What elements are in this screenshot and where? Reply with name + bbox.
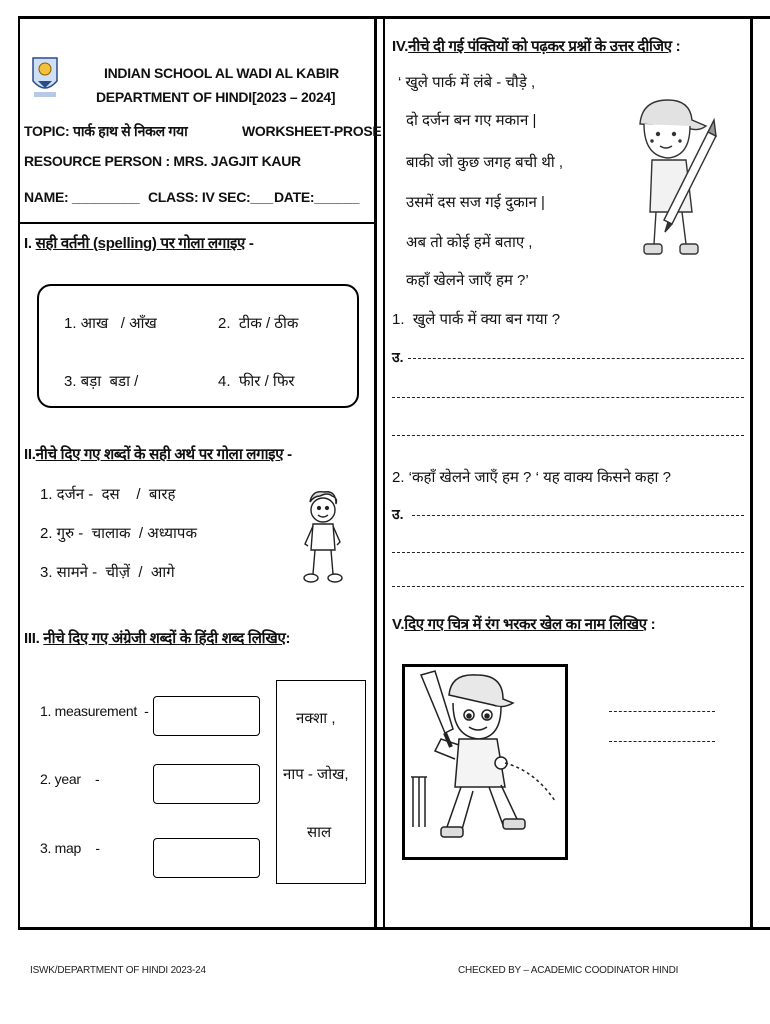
resource-person: RESOURCE PERSON : MRS. JAGJIT KAUR [24, 153, 301, 169]
bottom-border [18, 927, 770, 930]
date-field[interactable]: DATE:______ [274, 189, 360, 205]
spelling-item-1[interactable]: 1. आख / आँख [64, 315, 157, 332]
english-word-2: 2. year - [40, 771, 100, 787]
cartoon-boy-illustration [298, 488, 346, 588]
game-name-line-2[interactable] [609, 741, 715, 742]
section1-heading: I. सही वर्तनी (spelling) पर गोला लगाइए - [24, 235, 254, 252]
answer-2-line-1[interactable] [412, 515, 744, 516]
column-divider [374, 16, 377, 930]
answer-1-label: उ. [392, 349, 404, 365]
academic-year: [2023 – 2024] [252, 89, 336, 105]
answer-2-label: उ. [392, 506, 404, 522]
word-bank-item-1: नक्शा , [296, 710, 336, 727]
answer-1-line-3[interactable] [392, 435, 744, 436]
english-word-1: 1. measurement - [40, 703, 149, 719]
answer-1-line-2[interactable] [392, 397, 744, 398]
footer-left: ISWK/DEPARTMENT OF HINDI 2023-24 [30, 965, 206, 976]
game-name-line-1[interactable] [609, 711, 715, 712]
left-border [18, 16, 20, 930]
poem-line-1: ‘ खुले पार्क में लंबे - चौड़े , [398, 74, 536, 91]
question-1: 1. खुले पार्क में क्या बन गया ? [392, 311, 561, 328]
section5-heading: V.दिए गए चित्र में रंग भरकर खेल का नाम लिखिए : [392, 616, 656, 633]
header-separator [18, 222, 374, 224]
topic-label: TOPIC: पार्क हाथ से निकल गया [24, 123, 188, 139]
answer-2-line-3[interactable] [392, 586, 744, 587]
answer-box-1[interactable] [153, 696, 260, 736]
poem-line-5: अब तो कोई हमें बताए , [406, 234, 533, 251]
meaning-item-2[interactable]: 2. गुरु - चालाक / अध्यापक [40, 525, 197, 542]
poem-line-6: कहाँ खेलने जाएँ हम ?’ [406, 272, 529, 289]
section2-heading: II.नीचे दिए गए शब्दों के सही अर्थ पर गोला लगाइए - [24, 446, 292, 463]
school-name: INDIAN SCHOOL AL WADI AL KABIR [104, 65, 339, 81]
word-bank-item-3: साल [307, 824, 332, 841]
english-word-3: 3. map - [40, 840, 100, 856]
word-bank-item-2: नाप - जोख, [283, 766, 349, 783]
meaning-item-1[interactable]: 1. दर्जन - दस / बारह [40, 486, 176, 503]
cricket-player-picture [402, 664, 568, 860]
spelling-item-2[interactable]: 2. टीक / ठीक [218, 315, 299, 332]
department-name: DEPARTMENT OF HINDI [96, 89, 252, 105]
school-logo [30, 55, 60, 99]
poem-line-4: उसमें दस सज गई दुकान | [406, 194, 545, 211]
right-border [750, 16, 753, 930]
poem-line-2: दो दर्जन बन गए मकान | [406, 112, 537, 129]
footer-right: CHECKED BY – ACADEMIC COODINATOR HINDI [458, 965, 679, 976]
answer-1-line-1[interactable] [408, 358, 744, 359]
top-border [18, 16, 770, 19]
section3-heading: III. नीचे दिए गए अंग्रेजी शब्दों के हिंदी शब्द लिखिए: [24, 630, 291, 647]
column-divider-inner [383, 16, 385, 930]
poem-line-3: बाकी जो कुछ जगह बची थी , [406, 154, 564, 171]
answer-box-3[interactable] [153, 838, 260, 878]
answer-2-line-2[interactable] [392, 552, 744, 553]
worksheet-type: WORKSHEET-PROSE [242, 123, 382, 139]
spelling-item-4[interactable]: 4. फीर / फिर [218, 373, 295, 390]
boy-with-pencil-illustration [628, 94, 724, 262]
question-2: 2. ‘कहाँ खेलने जाएँ हम ? ‘ यह वाक्य किसने कहा ? [392, 469, 671, 486]
section4-heading: IV.नीचे दी गई पंक्तियों को पढ़कर प्रश्नों के उत्तर दीजिए : [392, 38, 681, 55]
class-field[interactable]: CLASS: IV SEC:___ [148, 189, 273, 205]
meaning-item-3[interactable]: 3. सामने - चीज़ें / आगे [40, 564, 175, 581]
answer-box-2[interactable] [153, 764, 260, 804]
name-field[interactable]: NAME: _________ [24, 189, 140, 205]
spelling-item-3[interactable]: 3. बड़ा बडा / [64, 373, 139, 390]
